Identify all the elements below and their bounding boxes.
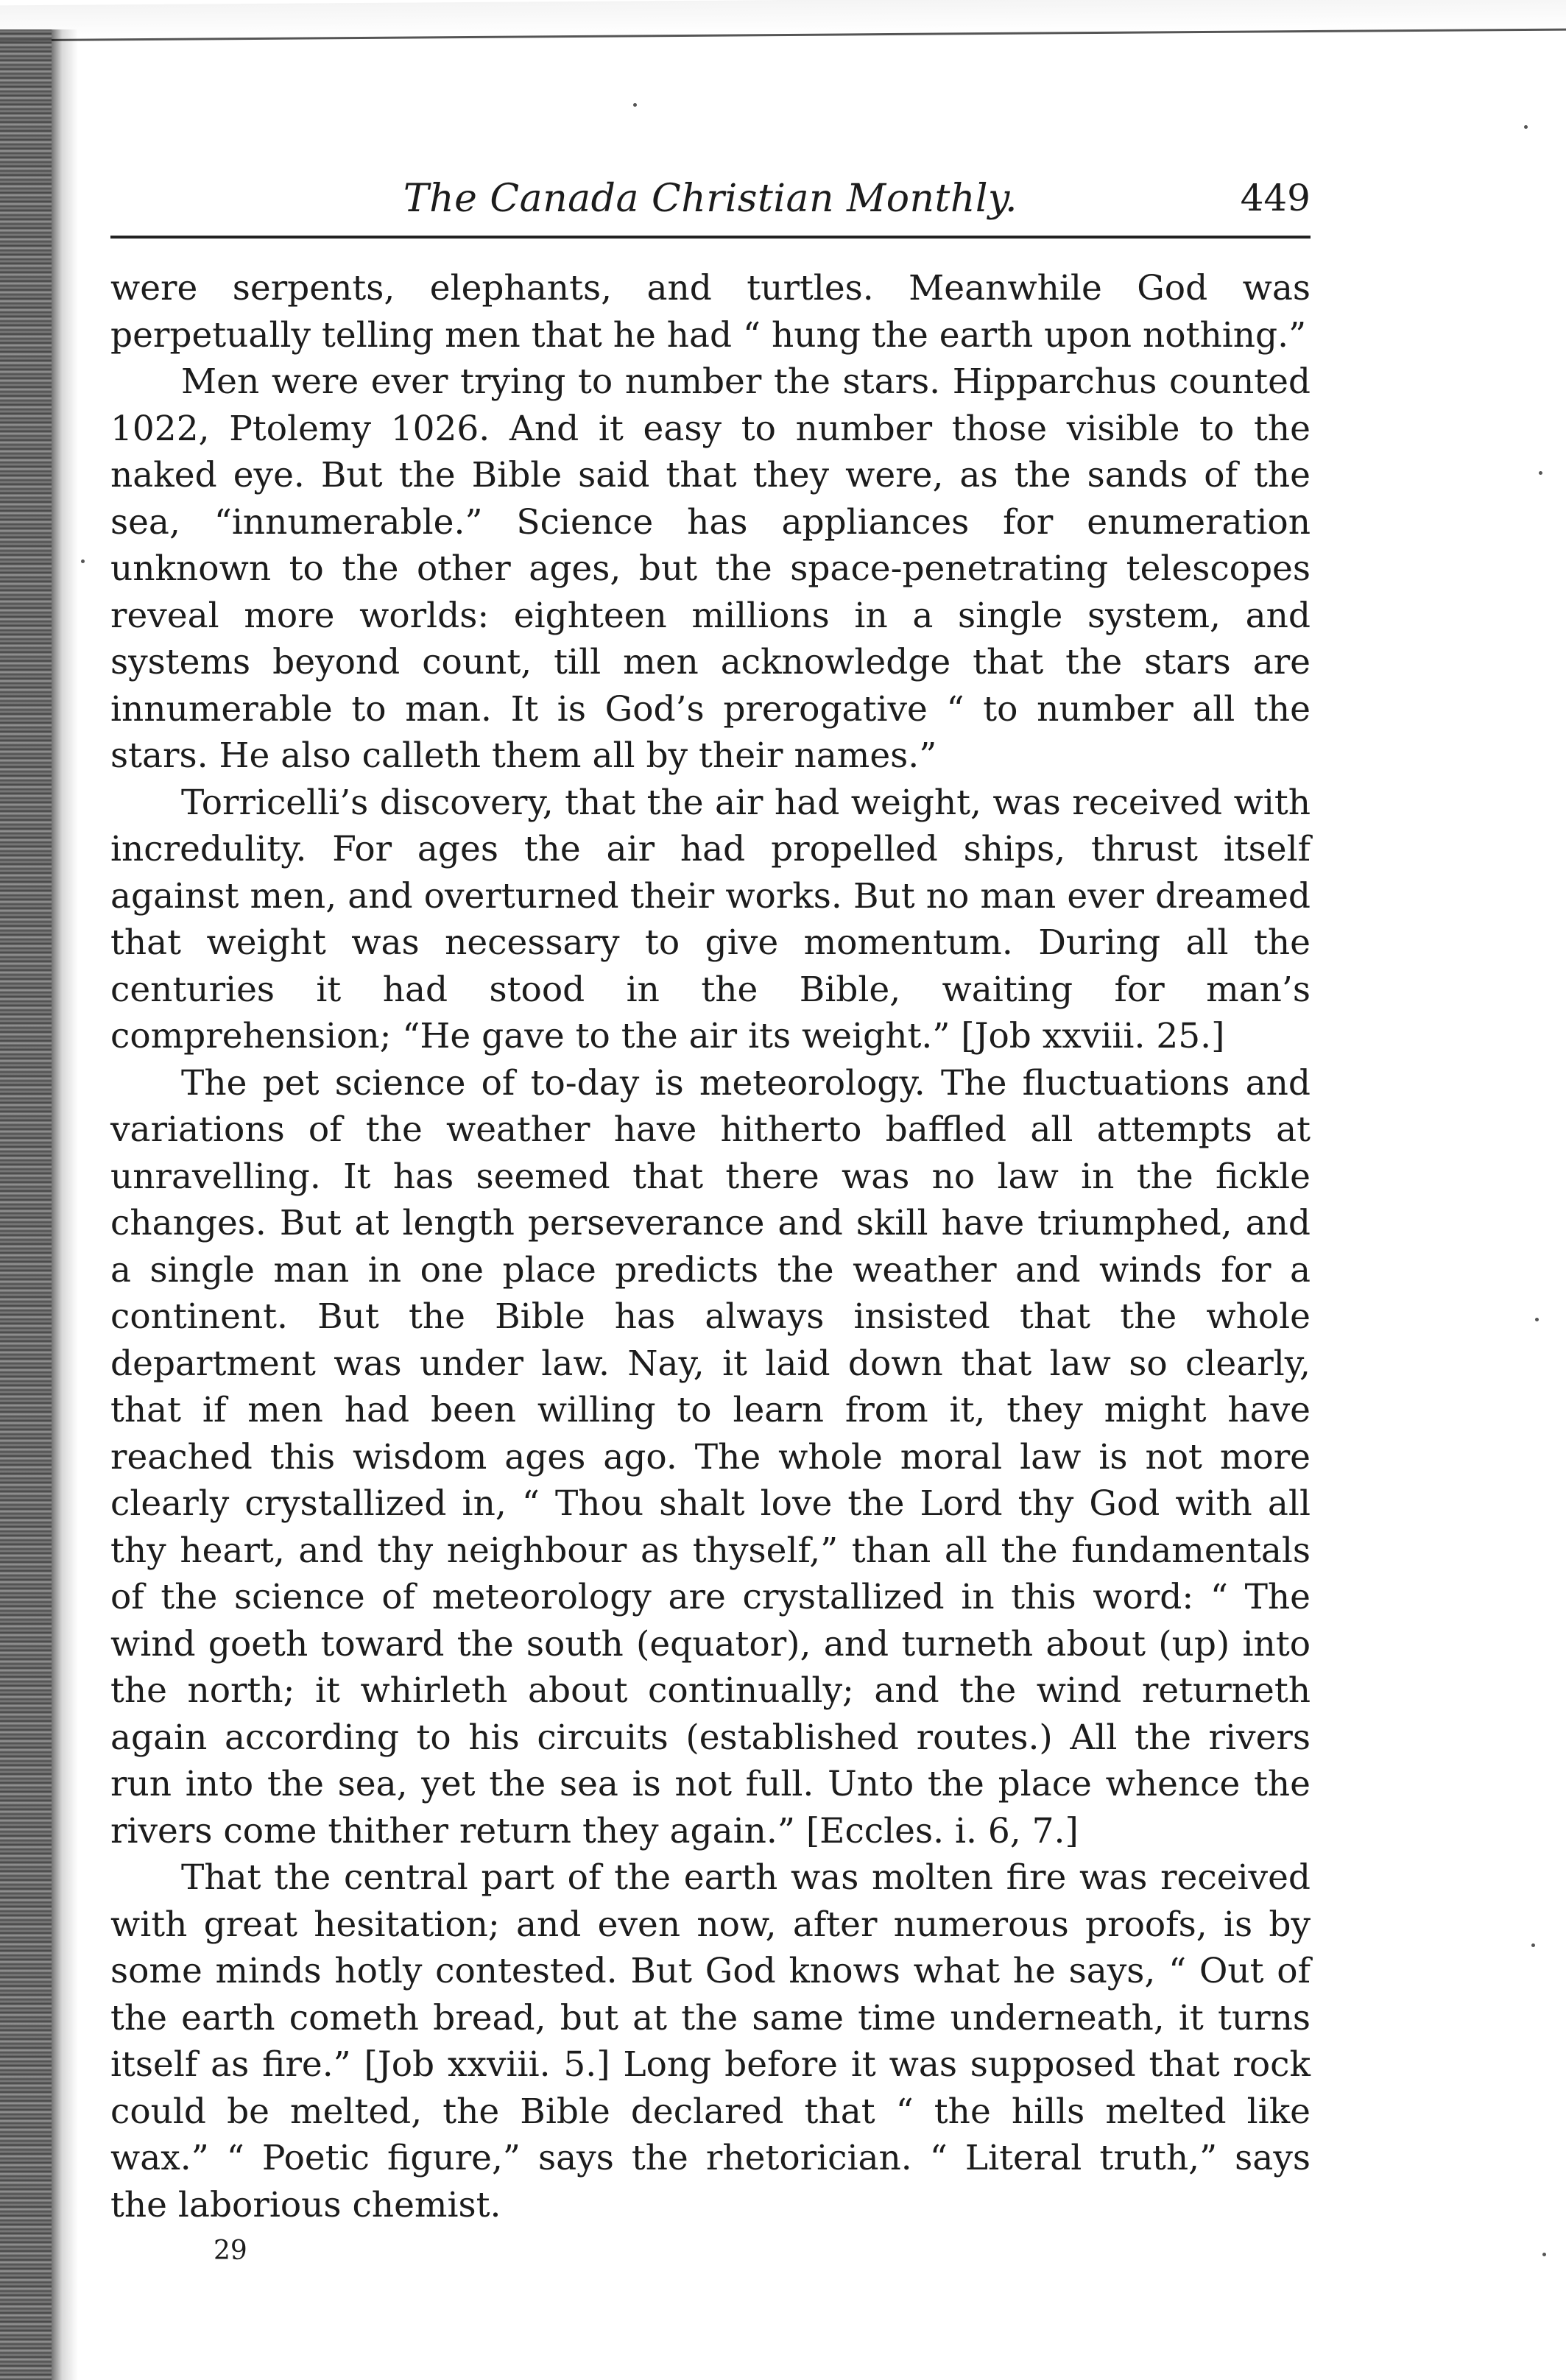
speck [1531, 1943, 1535, 1947]
binding-shadow [52, 29, 78, 2380]
page-number: 449 [1240, 177, 1311, 219]
page-top-edge [0, 0, 1566, 41]
running-title: The Canada Christian Monthly. [403, 177, 1018, 221]
paragraph-5: That the central part of the earth was molten fire was received with great hesitation; and even now, after numerous proofs, is by some minds hotly contested. But God knows what he says, “ Out of the earth cometh bread, but at the same time underneath, it turns itself as fire.” [Job xxviii. 5.] Long before it was supposed that rock could be melted, the Bible declared that “ the hills melted like wax.” “ Poetic figure,” says the rhetorician. “ Literal truth,” says the laborious chemist. [110, 1857, 1311, 2225]
paragraph-4: The pet science of to-day is meteorology. The fluctuations and variations of the weather have hitherto baffled all attempts at unravelling. It has seemed that there was no law in the fickle changes. But at length perseverance and skill have triumphed, and a single man in one place predicts the weather and winds for a continent. But the Bible has always insisted that the whole department was under law. Nay, it laid down that law so clearly, that if men had been willing to learn from it, they might have reached this wisdom ages ago. The whole moral law is not more clearly crystallized in, “ Thou shalt love the Lord thy God with all thy heart, and thy neighbour as thyself,” than all the fundamentals of the science of meteorology are crystallized in this word: “ The wind goeth toward the south (equator), and turneth about (up) into the north; it whirleth about continually; and the wind returneth again according to his circuits (established routes.) All the rivers run into the sea, yet the sea is not full. Unto the place whence the rivers come thither return they again.” [Eccles. i. 6, 7.] [110, 1062, 1311, 1851]
paragraph-2: Men were ever trying to number the stars. Hipparchus counted 1022, Ptolemy 1026. And it easy to number those visible to the naked eye. But the Bible said that they were, as the sands of the sea, “innumerable.” Science has appliances for enumeration unknown to the other ages, but the space-penetrating telescopes reveal more worlds: eighteen millions in a single system, and systems beyond count, till men acknowledge that the stars are innumerable to man. It is God’s prerogative “ to number all the stars. He also calleth them all by their names.” [110, 361, 1311, 776]
signature-mark: 29 [214, 2236, 247, 2266]
speck [1535, 1318, 1539, 1321]
paragraph-3: Torricelli’s discovery, that the air had weight, was received with incredulity. For ages the air had propelled ships, thrust itself against men, and overturned their works. But no man ever dreamed that weight was necessary to give momentum. During all the centuries it had stood in the Bible, waiting for man’s comprehension; “He gave to the air its weight.” [Job xxviii. 25.] [110, 782, 1311, 1056]
book-page [110, 162, 1311, 2266]
page-body [110, 265, 1311, 2228]
speck [1539, 471, 1542, 475]
speck [633, 103, 637, 107]
speck [1524, 125, 1528, 129]
speck [81, 559, 85, 563]
header-rule [110, 236, 1311, 239]
speck [1542, 2253, 1546, 2256]
book-binding [0, 29, 52, 2380]
page-header [110, 162, 1311, 236]
paragraph-1: were serpents, elephants, and turtles. Meanwhile God was perpetually telling men that he had “ hung the earth upon nothing.” [110, 268, 1311, 356]
